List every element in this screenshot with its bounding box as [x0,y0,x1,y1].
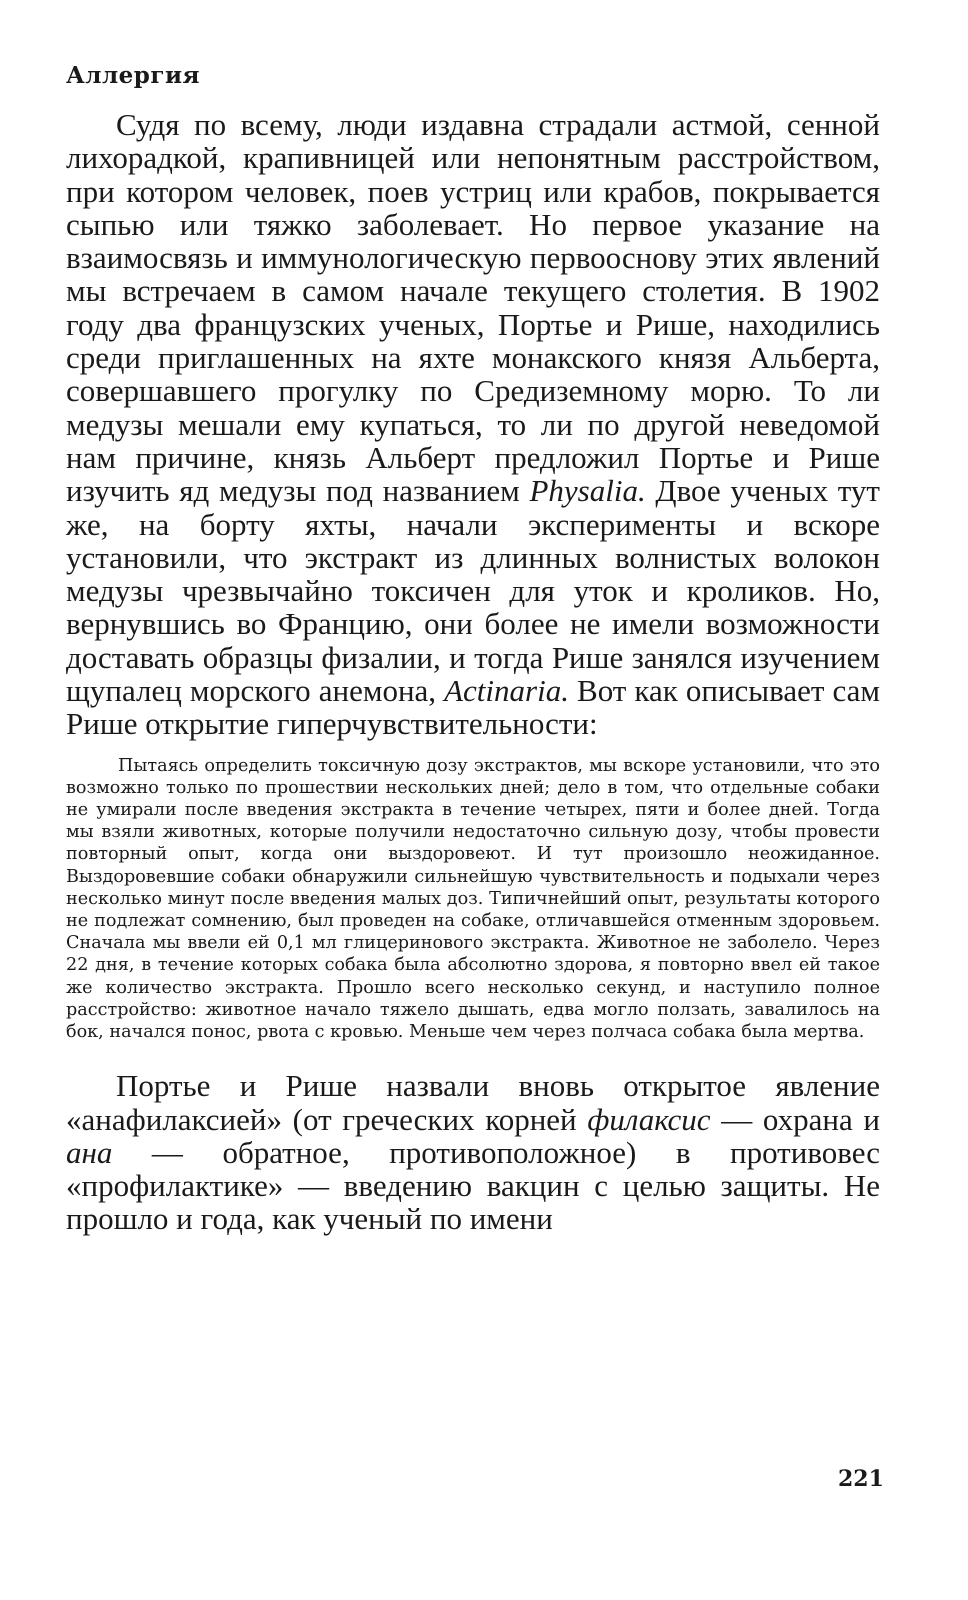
paragraph-1-text-c: Вот как описывает сам Рише открытие гиперчувствительности: [66,673,880,742]
term-physalia: Physalia. [529,473,646,509]
body-paragraph-1 [66,108,880,741]
paragraph-1-text-a: Судя по всему, люди издавна страдали астмой, сенной лихорадкой, крапивницей или непонятным расстройством, при котором человек, поев устриц или крабов, покрывается сыпью или тяжко заболевает. Но первое указание на взаимосвязь и иммунологическую первооснову этих явлений мы встречаем в самом начале текущего столетия. В 1902 году два французских ученых, Портье и Рише, находились среди приглашенных на яхте монакского князя Альберта, совершавшего прогулку по Средиземному морю. То ли медузы мешали ему купаться, то ли по другой неведомой нам причине, князь Альберт предложил Портье и Рише изучить яд медузы под названием [66,107,880,509]
paragraph-1-text-b: Двое ученых тут же, на борту яхты, начали эксперименты и вскоре установили, что экстракт из длинных волнистых волокон медузы чрезвычайно токсичен для уток и кроликов. Но, вернувшись во Францию, они более не имели возможности доставать образцы физалии, и тогда Рише занялся изучением щупалец морского анемона, [66,473,880,709]
paragraph-2-text-b: — охрана и [710,1101,880,1137]
book-page [66,58,884,1558]
term-phylaxis: филаксис [587,1101,711,1137]
term-ana: ана [66,1134,113,1170]
block-quote: Пытаясь определить токсичную дозу экстрактов, мы вскоре установили, что это возможно только по прошествии нескольких дней; дело в том, что отдельные собаки не умирали после введения экстракта в течение четырех, пяти и более дней. Тогда мы взяли животных, которые получили недостаточно сильную дозу, чтобы провести повторный опыт, когда они выздоровеют. И тут произошло неожиданное. Выздоровевшие собаки обнаружили сильнейшую чувствительность и подыхали через несколько минут после введения малых доз. Типичнейший опыт, результаты которого не подлежат сомнению, был проведен на собаке, отличавшейся отменным здоровьем. Сначала мы ввели ей 0,1 мл глицеринового экстракта. Животное не заболело. Через 22 дня, в течение которых собака была абсолютно здорова, я повторно ввел ей такое же количество экстракта. Прошло всего несколько секунд, и наступило полное расстройство: животное начало тяжело дышать, едва могло ползать, завалилось на бок, начался понос, рвота с кровью. Меньше чем через полчаса собака была мертва. [66,755,880,1043]
section-heading: Аллергия [66,62,201,89]
body-paragraph-2 [66,1069,880,1235]
page-number: 221 [838,1466,884,1492]
paragraph-2-text-c: — обратное, противоположное) в противовес «профилактике» — введению вакцин с целью защиты. Не прошло и года, как ученый по имени [66,1134,880,1237]
paragraph-2-text-a: Портье и Рише назвали вновь открытое явление «анафилаксией» (от греческих корней [66,1068,880,1137]
term-actinaria: Actinaria. [444,673,569,709]
